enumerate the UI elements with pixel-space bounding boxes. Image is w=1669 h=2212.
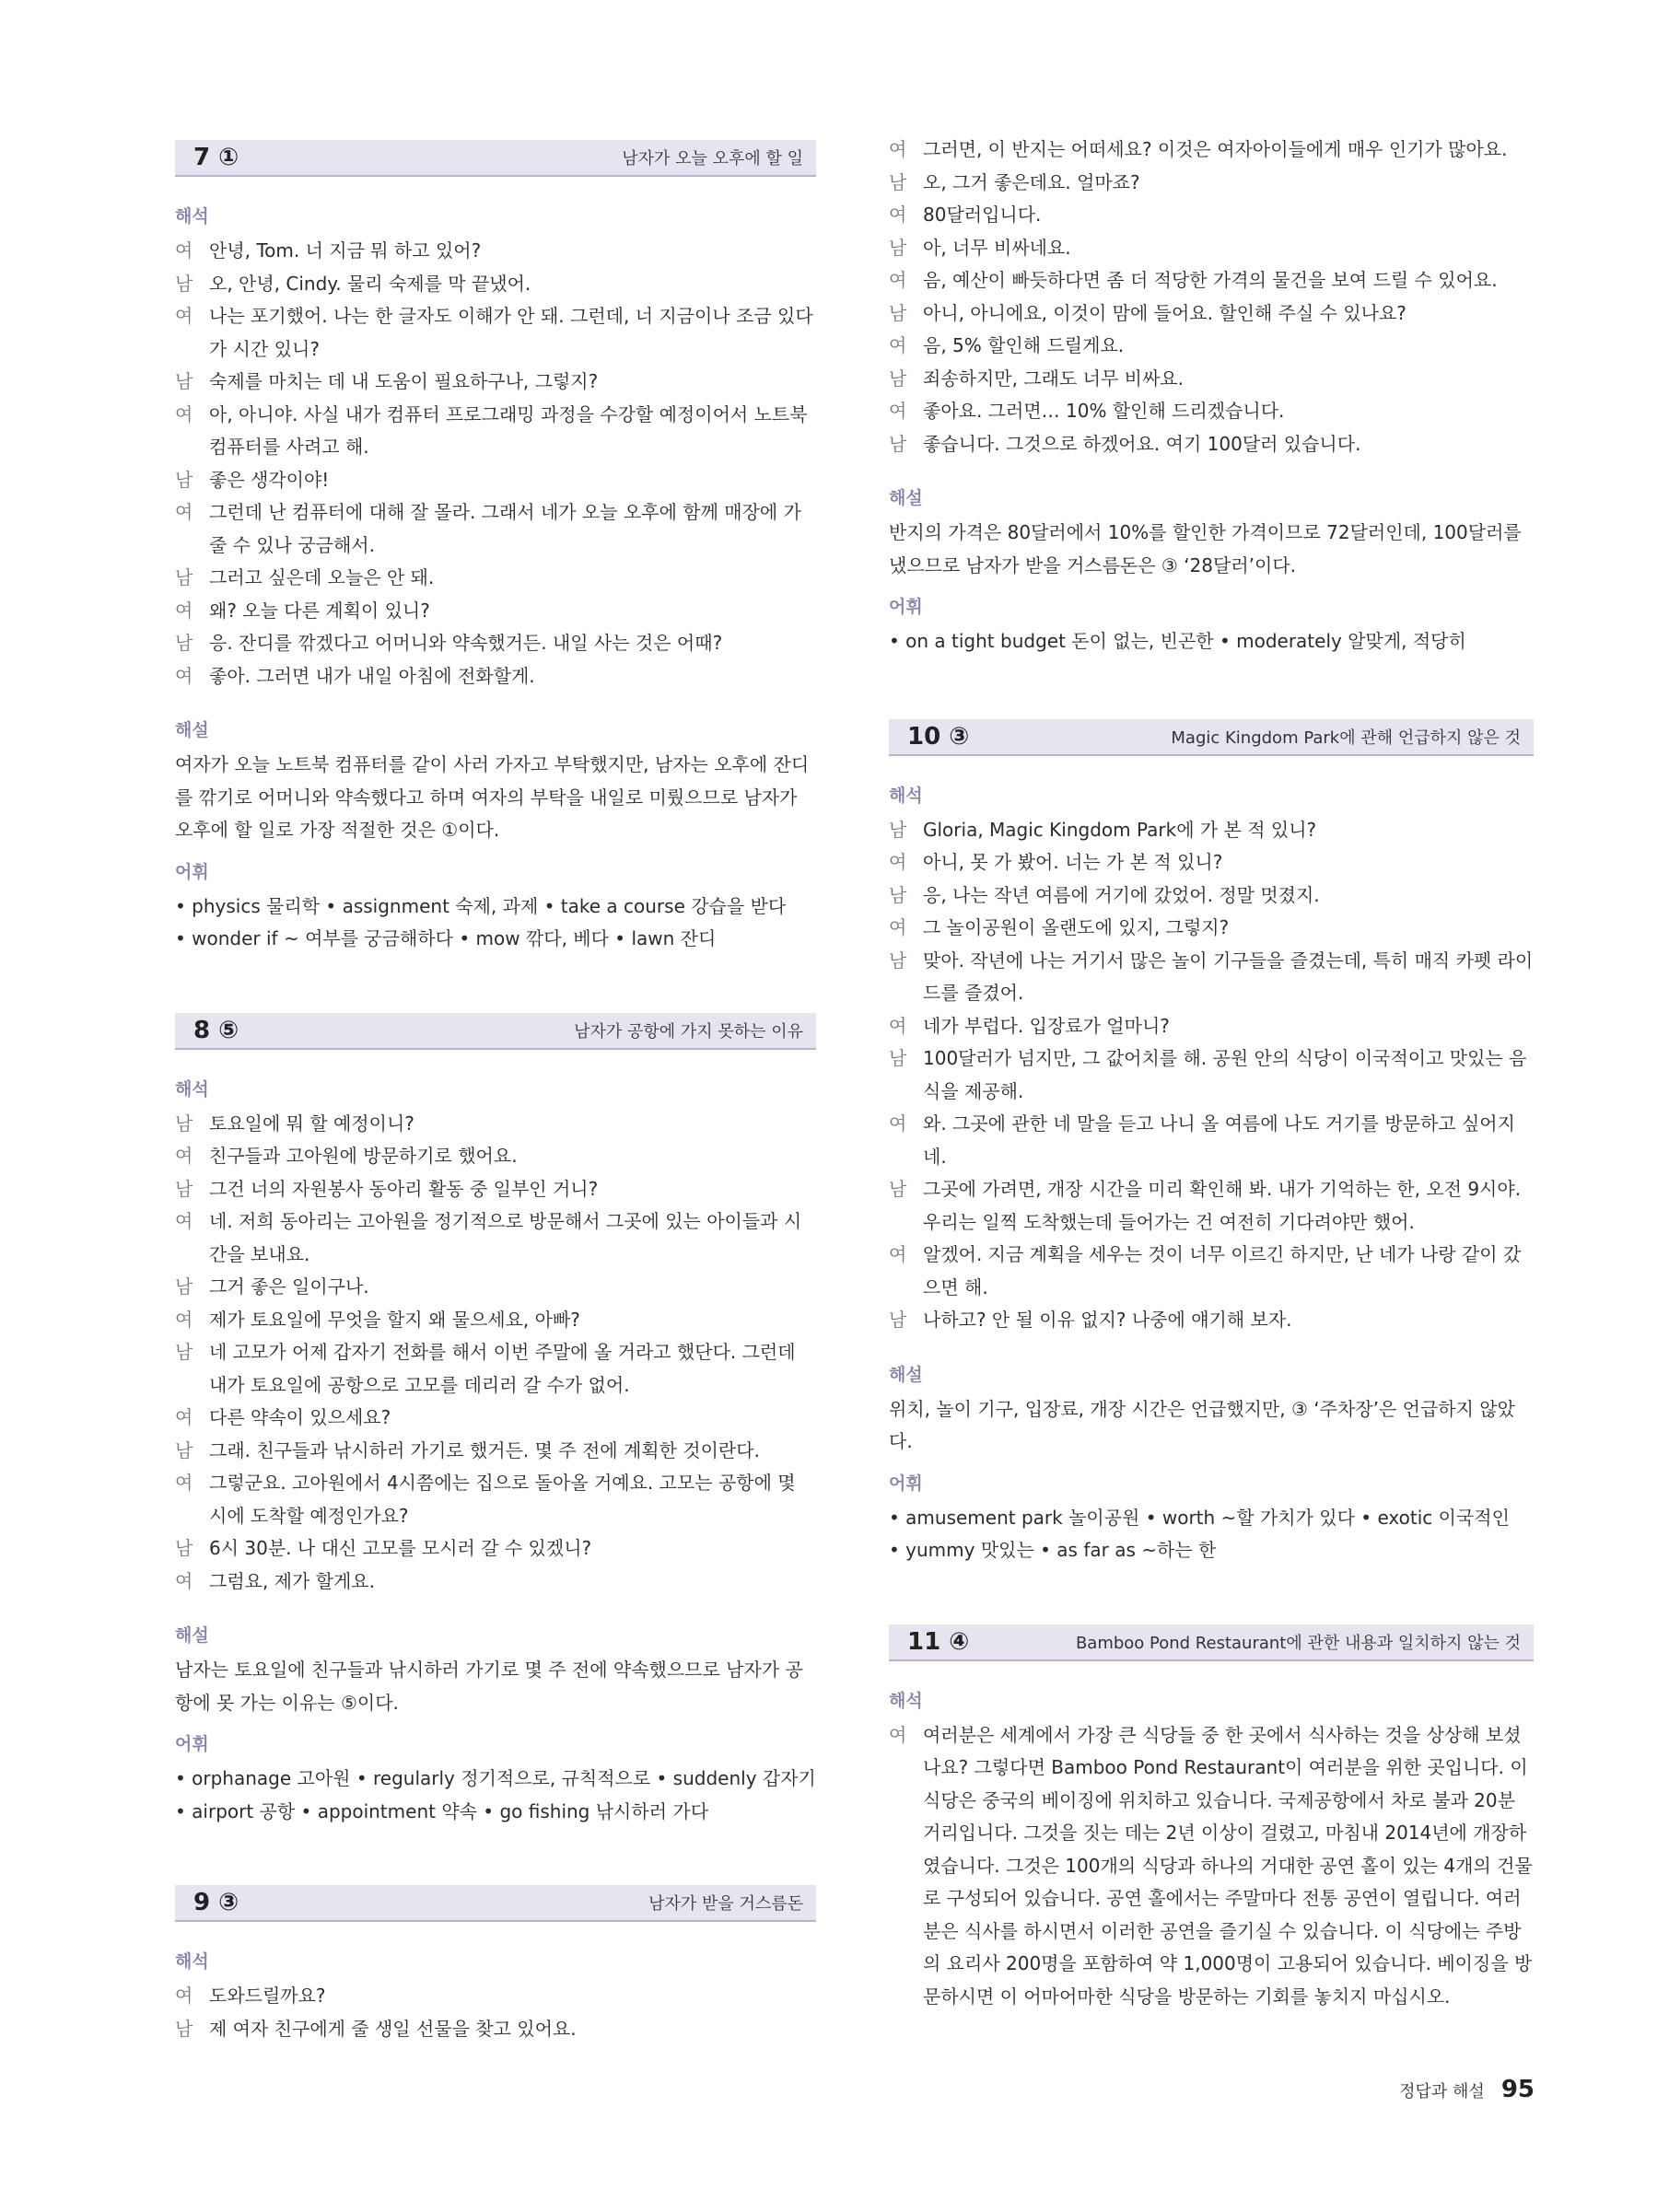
- dialogue-line: [175, 1173, 816, 1206]
- speaker-label: 여: [175, 305, 193, 327]
- line-text: 네가 부럽다. 입장료가 얼마니?: [923, 1014, 1170, 1037]
- question-header: [889, 719, 1534, 756]
- question-number: 9 ③: [193, 1889, 239, 1916]
- dialogue-line: [889, 297, 1534, 331]
- dialogue-line: [175, 562, 816, 595]
- speaker-label: 남: [175, 1275, 193, 1298]
- line-text: 80달러입니다.: [923, 204, 1042, 226]
- line-text: 그럼요, 제가 할게요.: [209, 1569, 375, 1592]
- dialogue-line: [175, 1140, 816, 1173]
- speaker-label: 남: [175, 1177, 193, 1200]
- speaker-label: 여: [889, 851, 907, 873]
- dialogue-line: [175, 660, 816, 693]
- dialogue-line: [889, 330, 1534, 363]
- speaker-label: 여: [889, 916, 907, 938]
- line-text: 죄송하지만, 그래도 너무 비싸요.: [923, 367, 1184, 390]
- dialogue-line: [889, 232, 1534, 265]
- vocab-label: 어휘: [889, 1473, 923, 1494]
- speaker-label: 남: [175, 632, 193, 654]
- monologue: [889, 1719, 1534, 2014]
- speaker-label: 남: [175, 468, 193, 491]
- line-text: 도와드릴까요?: [209, 1985, 326, 2007]
- dialogue: [175, 235, 816, 693]
- question-topic: Bamboo Pond Restaurant에 관한 내용과 일치하지 않는 것: [1075, 1633, 1521, 1653]
- speaker-label: 남: [889, 818, 907, 841]
- dialogue-line: [889, 1304, 1534, 1337]
- line-text: 그건 너의 자원봉사 동아리 활동 중 일부인 거니?: [209, 1177, 599, 1200]
- line-text: 나는 포기했어. 나는 한 글자도 이해가 안 돼. 그런데, 너 지금이나 조금 있다가 시간 있니?: [209, 305, 813, 360]
- line-text: 아, 아니야. 사실 내가 컴퓨터 프로그래밍 과정을 수강할 예정이어서 노트북 컴퓨터를 사려고 해.: [209, 402, 808, 458]
- line-text: 숙제를 마치는 데 내 도움이 필요하구나, 그렇지?: [209, 370, 599, 392]
- dialogue-line: [889, 1719, 1534, 2014]
- line-text: 좋아. 그러면 내가 내일 아침에 전화할게.: [209, 664, 535, 687]
- line-text: 네. 저희 동아리는 고아원을 정기적으로 방문해서 그곳에 있는 아이들과 시간을 보내요.: [209, 1210, 802, 1265]
- question-header: [889, 1624, 1534, 1661]
- dialogue: [889, 814, 1534, 1337]
- vocab-line: • on a tight budget 돈이 없는, 빈곤한 • moderately 알맞게, 적당히: [889, 630, 1466, 652]
- dialogue-line: [889, 428, 1534, 461]
- question-topic: Magic Kingdom Park에 관해 언급하지 않은 것: [1171, 728, 1521, 748]
- line-text: 6시 30분. 나 대신 고모를 모시러 갈 수 있겠니?: [209, 1537, 592, 1559]
- dialogue-line: [889, 395, 1534, 428]
- script-label: 해석: [175, 206, 209, 227]
- dialogue-line: [175, 1108, 816, 1141]
- dialogue-line: [175, 595, 816, 628]
- dialogue-line: [175, 1205, 816, 1271]
- dialogue-line: [175, 1304, 816, 1337]
- dialogue-line: [889, 879, 1534, 913]
- speaker-label: 여: [175, 1308, 193, 1331]
- question-9: [175, 1885, 816, 2045]
- vocab-label: 어휘: [889, 597, 923, 617]
- question-number: 11 ④: [907, 1627, 970, 1656]
- vocab-line: • amusement park 놀이공원 • worth ~할 가치가 있다 • exotic 이국적인: [889, 1506, 1510, 1529]
- left-column: [175, 140, 816, 2045]
- dialogue-line: [175, 366, 816, 399]
- speaker-label: 남: [889, 883, 907, 906]
- dialogue-line: [175, 399, 816, 464]
- explanation-text: 여자가 오늘 노트북 컴퓨터를 같이 사러 가자고 부탁했지만, 남자는 오후에 잔디를 깎기로 어머니와 약속했다고 하며 여자의 부탁을 내일로 미뤘으므로 남자가 오후에 할 일로 가장 적절한 것은 ①이다.: [175, 753, 810, 841]
- dialogue-line: [889, 167, 1534, 200]
- right-column: [889, 134, 1534, 2013]
- question-11: [889, 1624, 1534, 2014]
- dialogue-line: [889, 199, 1534, 232]
- dialogue-line: [175, 1980, 816, 2013]
- speaker-label: 여: [175, 1210, 193, 1232]
- vocab-list: [175, 1763, 816, 1828]
- question-8: [175, 1013, 816, 1829]
- speaker-label: 남: [889, 1309, 907, 1331]
- speaker-label: 남: [889, 367, 907, 390]
- speaker-label: 여: [889, 204, 907, 226]
- line-text: 친구들과 고아원에 방문하기로 했어요.: [209, 1145, 518, 1167]
- explanation-label: 해설: [175, 720, 209, 740]
- line-text: Gloria, Magic Kingdom Park에 가 본 적 있니?: [923, 818, 1317, 841]
- page-footer: [1399, 2076, 1535, 2103]
- question-header: [175, 1013, 816, 1050]
- line-text: 오, 그거 좋은데요. 얼마죠?: [923, 170, 1140, 193]
- footer-label: 정답과 해설: [1399, 2082, 1485, 2101]
- page-number: 95: [1500, 2076, 1535, 2103]
- speaker-label: 남: [175, 272, 193, 295]
- speaker-label: 여: [889, 1112, 907, 1135]
- vocab-line: • physics 물리학 • assignment 숙제, 과제 • take a course 강습을 받다: [175, 894, 787, 917]
- vocab-line: • yummy 맛있는 • as far as ~하는 한: [889, 1539, 1217, 1561]
- speaker-label: 남: [175, 1112, 193, 1135]
- dialogue-line: [889, 363, 1534, 396]
- vocab-list: [175, 891, 816, 956]
- dialogue-line: [175, 496, 816, 562]
- line-text: 좋습니다. 그것으로 하겠어요. 여기 100달러 있습니다.: [923, 432, 1361, 455]
- speaker-label: 여: [175, 402, 193, 425]
- dialogue: [175, 1980, 816, 2045]
- line-text: 응. 잔디를 깎겠다고 어머니와 약속했거든. 내일 사는 것은 어때?: [209, 632, 723, 654]
- line-text: 아니, 아니에요, 이것이 맘에 들어요. 할인해 주실 수 있나요?: [923, 301, 1406, 324]
- dialogue-line: [889, 134, 1534, 167]
- vocab-line: • orphanage 고아원 • regularly 정기적으로, 규칙적으로 • suddenly 갑자기 • airport 공항 • appointment 약속 • go fishing 낚시하러 가다: [175, 1767, 816, 1822]
- dialogue-line: [889, 264, 1534, 297]
- dialogue-line: [889, 814, 1534, 847]
- dialogue-line: [889, 945, 1534, 1010]
- speaker-label: 여: [175, 239, 193, 262]
- line-text: 다른 약속이 있으세요?: [209, 1406, 391, 1428]
- line-text: 제 여자 친구에게 줄 생일 선물을 찾고 있어요.: [209, 2017, 577, 2040]
- dialogue-line: [175, 1402, 816, 1435]
- speaker-label: 남: [889, 432, 907, 455]
- speaker-label: 여: [889, 269, 907, 291]
- line-text: 제가 토요일에 무엇을 할지 왜 물으세요, 아빠?: [209, 1308, 580, 1331]
- question-header: [175, 1885, 816, 1922]
- line-text: 왜? 오늘 다른 계획이 있니?: [209, 599, 430, 622]
- speaker-label: 남: [889, 170, 907, 193]
- line-text: 오, 안녕, Cindy. 물리 숙제를 막 끝냈어.: [209, 272, 531, 295]
- question-number: 8 ⑤: [193, 1016, 239, 1044]
- speaker-label: 여: [889, 1723, 907, 1746]
- speaker-label: 여: [175, 1145, 193, 1167]
- line-text: 맞아. 작년에 나는 거기서 많은 놀이 기구들을 즐겼는데, 특히 매직 카펫 라이드를 즐겼어.: [923, 949, 1534, 1004]
- line-text: 그러고 싶은데 오늘은 안 돼.: [209, 566, 435, 588]
- dialogue-line: [175, 1566, 816, 1599]
- speaker-label: 남: [889, 236, 907, 259]
- vocab-list: [889, 1502, 1534, 1567]
- question-number: 7 ①: [193, 144, 239, 171]
- speaker-label: 남: [889, 1047, 907, 1069]
- speaker-label: 여: [175, 501, 193, 523]
- question-topic: 남자가 오늘 오후에 할 일: [622, 149, 803, 169]
- dialogue-line: [889, 1239, 1534, 1304]
- speaker-label: 여: [889, 1014, 907, 1037]
- question-topic: 남자가 받을 거스름돈: [648, 1894, 803, 1914]
- explanation-text: 위치, 놀이 기구, 입장료, 개장 시간은 언급했지만, ③ ‘주차장’은 언급하지 않았다.: [889, 1397, 1515, 1452]
- dialogue-line: [889, 1010, 1534, 1043]
- script-label: 해석: [175, 1951, 209, 1972]
- line-text: 그래. 친구들과 낚시하러 가기로 했거든. 몇 주 전에 계획한 것이란다.: [209, 1438, 760, 1461]
- line-text: 그러면, 이 반지는 어떠세요? 이것은 여자아이들에게 매우 인기가 많아요.: [923, 138, 1508, 160]
- dialogue-line: [175, 1467, 816, 1532]
- speaker-label: 여: [175, 599, 193, 622]
- vocab-label: 어휘: [175, 861, 209, 882]
- question-10: [889, 719, 1534, 1567]
- dialogue-line: [175, 268, 816, 301]
- dialogue-line: [889, 1108, 1534, 1173]
- speaker-label: 남: [889, 1178, 907, 1200]
- speaker-label: 여: [889, 334, 907, 356]
- line-text: 좋은 생각이야!: [209, 468, 330, 491]
- dialogue-line: [175, 300, 816, 366]
- line-text: 그 놀이공원이 올랜도에 있지, 그렇지?: [923, 916, 1230, 938]
- explanation-label: 해설: [175, 1625, 209, 1646]
- speaker-label: 여: [889, 1243, 907, 1265]
- vocab-line: • wonder if ~ 여부를 궁금해하다 • mow 깎다, 베다 • lawn 잔디: [175, 927, 717, 949]
- dialogue-line: [889, 1173, 1534, 1239]
- script-label: 해석: [889, 1690, 923, 1711]
- vocab-label: 어휘: [175, 1734, 209, 1754]
- line-text: 네 고모가 어제 갑자기 전화를 해서 이번 주말에 올 거라고 했단다. 그런데 내가 토요일에 공항으로 고모를 데리러 갈 수가 없어.: [209, 1341, 796, 1396]
- speaker-label: 남: [889, 949, 907, 972]
- line-text: 그곳에 가려면, 개장 시간을 미리 확인해 봐. 내가 기억하는 한, 오전 9시야. 우리는 일찍 도착했는데 들어가는 건 여전히 기다려야만 했어.: [923, 1178, 1522, 1233]
- line-text: 그런데 난 컴퓨터에 대해 잘 몰라. 그래서 네가 오늘 오후에 함께 매장에 가 줄 수 있나 궁금해서.: [209, 501, 801, 556]
- speaker-label: 여: [175, 664, 193, 687]
- speaker-label: 남: [175, 566, 193, 588]
- line-text: 음, 5% 할인해 드릴게요.: [923, 334, 1125, 356]
- explanation-text: 반지의 가격은 80달러에서 10%를 할인한 가격이므로 72달러인데, 100달러를 냈으므로 남자가 받을 거스름돈은 ③ ‘28달러’이다.: [889, 521, 1522, 576]
- line-text: 그렇군요. 고아원에서 4시쯤에는 집으로 돌아올 거예요. 고모는 공항에 몇 시에 도착할 예정인가요?: [209, 1472, 796, 1527]
- line-text: 알겠어. 지금 계획을 세우는 것이 너무 이르긴 하지만, 난 네가 나랑 같이 갔으면 해.: [923, 1243, 1522, 1298]
- dialogue-line: [175, 2013, 816, 2046]
- line-text: 안녕, Tom. 너 지금 뭐 하고 있어?: [209, 239, 482, 262]
- question-9-continued: [889, 134, 1534, 658]
- dialogue-line: [175, 1532, 816, 1566]
- line-text: 와. 그곳에 관한 네 말을 듣고 나니 올 여름에 나도 거기를 방문하고 싶어지네.: [923, 1112, 1515, 1168]
- line-text: 나하고? 안 될 이유 없지? 나중에 얘기해 보자.: [923, 1309, 1292, 1331]
- script-label: 해석: [175, 1078, 209, 1100]
- explanation-label: 해설: [889, 488, 923, 508]
- line-text: 좋아요. 그러면… 10% 할인해 드리겠습니다.: [923, 400, 1285, 422]
- dialogue-line: [175, 1435, 816, 1468]
- dialogue-line: [175, 1336, 816, 1402]
- dialogue-line: [175, 235, 816, 268]
- question-topic: 남자가 공항에 가지 못하는 이유: [574, 1021, 803, 1042]
- speaker-label: 남: [175, 1438, 193, 1461]
- speaker-label: 남: [175, 1537, 193, 1559]
- question-header: [175, 140, 816, 177]
- speaker-label: 여: [175, 1569, 193, 1592]
- speaker-label: 남: [175, 2017, 193, 2040]
- dialogue: [175, 1108, 816, 1599]
- dialogue: [889, 134, 1534, 460]
- speaker-label: 여: [175, 1406, 193, 1428]
- speaker-label: 여: [175, 1472, 193, 1494]
- speaker-label: 여: [889, 138, 907, 160]
- line-text: 아니, 못 가 봤어. 너는 가 본 적 있니?: [923, 851, 1223, 873]
- speaker-label: 남: [889, 301, 907, 324]
- dialogue-line: [889, 1042, 1534, 1108]
- line-text: 응, 나는 작년 여름에 거기에 갔었어. 정말 멋졌지.: [923, 883, 1320, 906]
- line-text: 음, 예산이 빠듯하다면 좀 더 적당한 가격의 물건을 보여 드릴 수 있어요.: [923, 269, 1498, 291]
- dialogue-line: [889, 846, 1534, 879]
- dialogue-line: [175, 1271, 816, 1304]
- dialogue-line: [889, 912, 1534, 945]
- dialogue-line: [175, 464, 816, 497]
- question-7: [175, 140, 816, 956]
- line-text: 여러분은 세계에서 가장 큰 식당들 중 한 곳에서 식사하는 것을 상상해 보셨나요? 그렇다면 Bamboo Pond Restaurant이 여러분을 위한 곳입니다. 이 식당은 중국의 베이징에 위치하고 있습니다. 국제공항에서 차로 불과 20분 거리입니다. 그것을 짓는 데는 2년 이상이 걸렸고, 마침내 2014년에 개장하였습니다. 그것은 100개의 식당과 하나의 거대한 공연 홀이 있는 4개의 건물로 구성되어 있습니다. 공연 홀에서는 주말마다 전통 공연이 열립니다. 여러분은 식사를 하시면서 이러한 공연을 즐기실 수 있습니다. 이 식당에는 주방의 요리사 200명을 포함하여 약 1,000명이 고용되어 있습니다. 베이징을 방문하시면 이 어마어마한 식당을 방문하는 기회를 놓치지 마십시오.: [923, 1723, 1533, 2008]
- explanation-text: 남자는 토요일에 친구들과 낚시하러 가기로 몇 주 전에 약속했으므로 남자가 공항에 못 가는 이유는 ⑤이다.: [175, 1659, 803, 1714]
- line-text: 그거 좋은 일이구나.: [209, 1275, 369, 1298]
- speaker-label: 남: [175, 370, 193, 392]
- speaker-label: 여: [175, 1985, 193, 2007]
- speaker-label: 남: [175, 1341, 193, 1363]
- explanation-label: 해설: [889, 1364, 923, 1385]
- line-text: 아, 너무 비싸네요.: [923, 236, 1071, 259]
- line-text: 100달러가 넘지만, 그 값어치를 해. 공원 안의 식당이 이국적이고 맛있는 음식을 제공해.: [923, 1047, 1527, 1102]
- vocab-list: [889, 625, 1534, 658]
- script-label: 해석: [889, 785, 923, 806]
- dialogue-line: [175, 627, 816, 660]
- speaker-label: 여: [889, 400, 907, 422]
- line-text: 토요일에 뭐 할 예정이니?: [209, 1112, 414, 1135]
- question-number: 10 ③: [907, 722, 970, 751]
